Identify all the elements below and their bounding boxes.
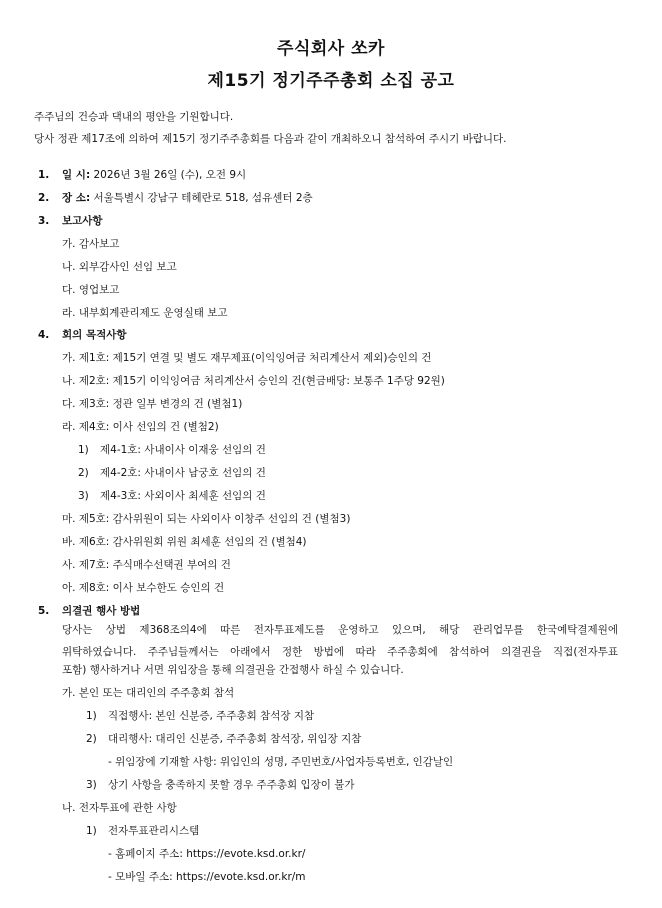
voting-paragraph-line: 위탁하였습니다. 주주님들께서는 아래에서 정한 방법에 따라 주주총회에 참석하여 의결권을 직접(전자투표 <box>62 646 618 658</box>
voting-item-number: 1) <box>86 825 97 837</box>
section4-heading: 회의 목적사항 <box>62 329 127 341</box>
voting-item: 직접행사: 본인 신분증, 주주총회 참석장 지참 <box>108 710 315 722</box>
section1-line <box>62 168 246 182</box>
agenda-subitem: 제4-1호: 사내이사 이재웅 선임의 건 <box>100 444 266 456</box>
voting-paragraph-line: 당사는 상법 제368조의4에 따른 전자투표제도를 운영하고 있으며, 해당 관리업무를 한국예탁결제원에 <box>62 624 618 636</box>
agenda-item: 나. 제2호: 제15기 이익잉여금 처리계산서 승인의 건(현금배당: 보통주 1주당 92원) <box>62 375 445 387</box>
agenda-item: 사. 제7호: 주식매수선택권 부여의 건 <box>62 559 231 571</box>
voting-paragraph-line: 포함) 행사하거나 서면 위임장을 통해 의결권을 간접행사 하실 수 있습니다. <box>62 664 404 676</box>
intro-line-1: 주주님의 건승과 댁내의 평안을 기원합니다. <box>34 111 234 123</box>
section2-label: 장 소: <box>62 192 91 204</box>
agenda-subitem-number: 1) <box>78 444 89 456</box>
section2-line <box>62 191 313 205</box>
agenda-item: 라. 제4호: 이사 선임의 건 (별첨2) <box>62 421 219 433</box>
voting-item: 대리행사: 대리인 신분증, 주주총회 참석장, 위임장 지참 <box>108 733 362 745</box>
evote-system: 전자투표관리시스템 <box>108 825 200 837</box>
section5-heading: 의결권 행사 방법 <box>62 605 141 617</box>
voting-subsection-na: 나. 전자투표에 관한 사항 <box>62 802 177 814</box>
evote-mobile-link[interactable]: - 모바일 주소: https://evote.ksd.or.kr/m <box>108 871 306 883</box>
agenda-item: 아. 제8호: 이사 보수한도 승인의 건 <box>62 582 225 594</box>
agenda-item: 바. 제6호: 감사위원회 위원 최세훈 선임의 건 (별첨4) <box>62 536 307 548</box>
section1-value: 2026년 3월 26일 (수), 오전 9시 <box>90 169 247 181</box>
section3-heading: 보고사항 <box>62 215 103 227</box>
intro-line-2: 당사 정관 제17조에 의하여 제15기 정기주주총회를 다음과 같이 개최하오니 참석하여 주시기 바랍니다. <box>34 133 507 145</box>
voting-item-number: 1) <box>86 710 97 722</box>
agenda-item: 가. 제1호: 제15기 연결 및 별도 재무제표(이익잉여금 처리계산서 제외)승인의 건 <box>62 352 432 364</box>
notice-title: 제15기 정기주주총회 소집 공고 <box>207 71 455 91</box>
section4-number: 4. <box>38 329 50 341</box>
section3-item: 가. 감사보고 <box>62 238 120 250</box>
agenda-item: 마. 제5호: 감사위원이 되는 사외이사 이창주 선임의 건 (별첨3) <box>62 513 351 525</box>
agenda-item: 다. 제3호: 정관 일부 변경의 건 (별첨1) <box>62 398 243 410</box>
agenda-subitem: 제4-2호: 사내이사 남궁호 선임의 건 <box>100 467 266 479</box>
company-title: 주식회사 쏘카 <box>277 39 385 59</box>
proxy-note: - 위임장에 기재할 사항: 위임인의 성명, 주민번호/사업자등록번호, 인감날인 <box>108 756 454 768</box>
section3-item: 다. 영업보고 <box>62 284 120 296</box>
section3-item: 라. 내부회계관리제도 운영실태 보고 <box>62 307 228 319</box>
section2-number: 2. <box>38 192 50 204</box>
agenda-subitem-number: 3) <box>78 490 89 502</box>
section5-number: 5. <box>38 605 50 617</box>
section3-number: 3. <box>38 215 50 227</box>
section2-value: 서울특별시 강남구 테헤란로 518, 섬유센터 2층 <box>90 192 313 204</box>
section3-item: 나. 외부감사인 선임 보고 <box>62 261 177 273</box>
agenda-subitem: 제4-3호: 사외이사 최세훈 선임의 건 <box>100 490 266 502</box>
voting-item-number: 2) <box>86 733 97 745</box>
evote-homepage-link[interactable]: - 홈페이지 주소: https://evote.ksd.or.kr/ <box>108 848 306 860</box>
voting-item: 상기 사항을 충족하지 못할 경우 주주총회 입장이 불가 <box>108 779 355 791</box>
section1-label: 일 시: <box>62 169 91 181</box>
voting-subsection-ga: 가. 본인 또는 대리인의 주주총회 참석 <box>62 687 235 699</box>
section1-number: 1. <box>38 169 50 181</box>
voting-item-number: 3) <box>86 779 97 791</box>
agenda-subitem-number: 2) <box>78 467 89 479</box>
